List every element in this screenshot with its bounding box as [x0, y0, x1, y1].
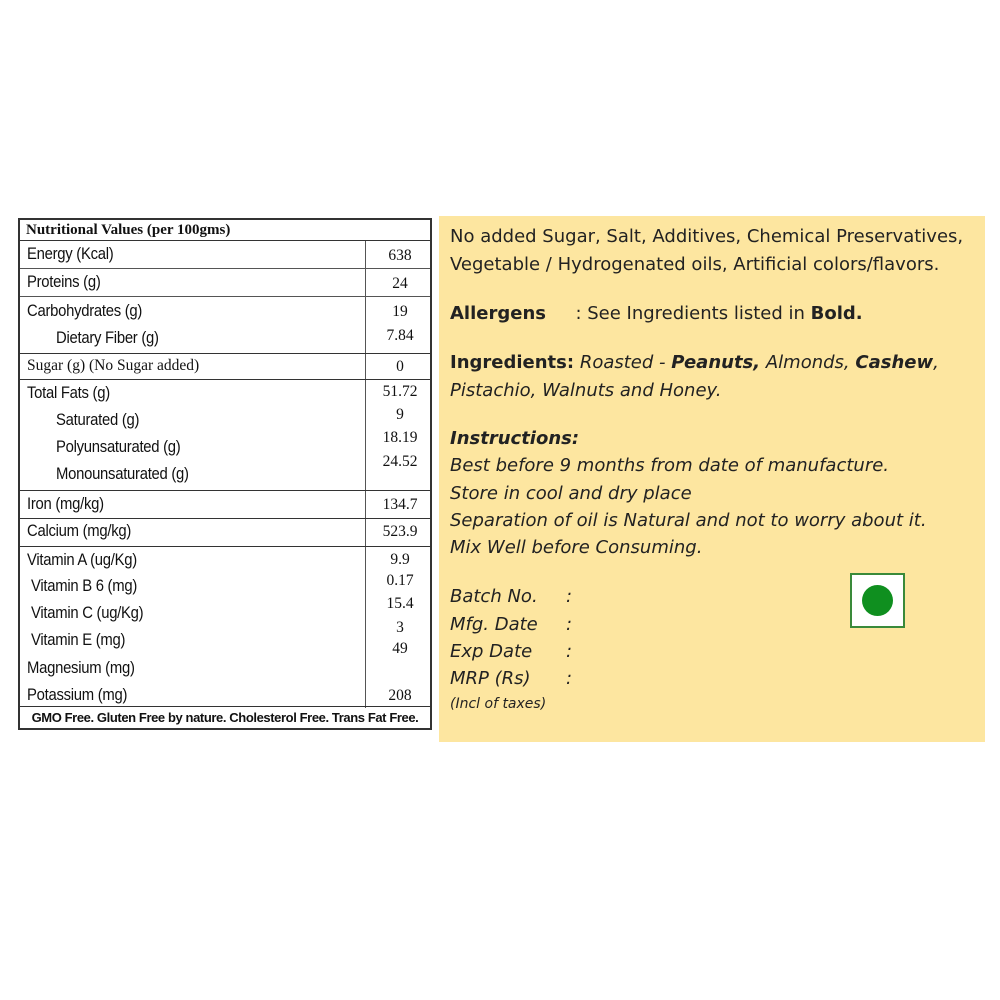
- mfg-date-label: Mfg. Date: [450, 614, 538, 635]
- vitamin-b6-value: 0.17: [386, 572, 414, 589]
- vitamin-a-value: 9.9: [390, 551, 410, 568]
- potassium-label: Potassium (mg): [27, 686, 128, 704]
- ingredients-line-2: Pistachio, Walnuts and Honey.: [450, 380, 722, 401]
- sugar-label: Sugar (g) (No Sugar added): [27, 357, 200, 374]
- allergens-text: : See Ingredients listed in: [575, 303, 805, 324]
- mrp-colon: :: [566, 668, 573, 689]
- dietary-fiber-value: 7.84: [386, 327, 414, 344]
- ingredient-peanuts: Peanuts,: [671, 352, 761, 373]
- saturated-label: Saturated (g): [56, 411, 140, 429]
- saturated-value: 9: [396, 406, 404, 423]
- carbohydrates-label: Carbohydrates (g): [27, 302, 143, 320]
- monounsaturated-label: Monounsaturated (g): [56, 465, 189, 483]
- polyunsaturated-value: 18.19: [382, 429, 418, 446]
- row-divider: [20, 379, 430, 380]
- carbohydrates-value: 19: [392, 303, 408, 320]
- energy-label: Energy (Kcal): [27, 245, 114, 263]
- row-divider: [20, 296, 430, 297]
- row-divider: [20, 490, 430, 491]
- potassium-value: 208: [388, 687, 412, 704]
- vitamin-c-label: Vitamin C (ug/Kg): [31, 604, 144, 622]
- row-divider: [20, 268, 430, 269]
- batch-no-colon: :: [566, 586, 573, 607]
- total-fats-value: 51.72: [382, 383, 418, 400]
- allergens-line: [450, 303, 863, 324]
- ingredient-cashew: Cashew: [855, 352, 934, 373]
- exp-date-colon: :: [566, 641, 573, 662]
- instruction-1: Best before 9 months from date of manufacture.: [450, 455, 890, 476]
- vitamin-b6-label: Vitamin B 6 (mg): [31, 577, 138, 595]
- batch-no-label: Batch No.: [450, 586, 538, 607]
- green-dot-icon: [862, 585, 893, 616]
- ingredients-roasted: Roasted -: [579, 352, 666, 373]
- ingredients-line-1: [450, 352, 939, 373]
- monounsaturated-value: 24.52: [382, 453, 418, 470]
- ingredients-label: Ingredients:: [450, 352, 575, 373]
- taxes-note: (Incl of taxes): [450, 696, 547, 712]
- row-divider: [20, 353, 430, 354]
- vegetarian-symbol-icon: [850, 573, 905, 628]
- row-divider: [20, 518, 430, 519]
- instruction-3: Separation of oil is Natural and not to worry about it.: [450, 510, 927, 531]
- instructions-label: Instructions:: [450, 428, 580, 449]
- dietary-fiber-label: Dietary Fiber (g): [56, 329, 159, 347]
- vitamin-e-value: 3: [396, 619, 404, 636]
- total-fats-label: Total Fats (g): [27, 384, 110, 402]
- row-divider: [20, 546, 430, 547]
- instruction-2: Store in cool and dry place: [450, 483, 692, 504]
- mrp-label: MRP (Rs): [450, 668, 531, 689]
- mfg-date-colon: :: [566, 614, 573, 635]
- proteins-value: 24: [392, 275, 408, 292]
- ingredients-comma: ,: [933, 352, 939, 373]
- vitamin-c-value: 15.4: [386, 595, 414, 612]
- product-info-panel: [439, 216, 985, 742]
- calcium-label: Calcium (mg/kg): [27, 522, 132, 540]
- polyunsaturated-label: Polyunsaturated (g): [56, 438, 181, 456]
- vitamin-a-label: Vitamin A (ug/Kg): [27, 551, 137, 569]
- claims-line-2: Vegetable / Hydrogenated oils, Artificial colors/flavors.: [450, 254, 940, 275]
- ingredient-almonds: Almonds,: [765, 352, 850, 373]
- instruction-4: Mix Well before Consuming.: [450, 537, 703, 558]
- exp-date-label: Exp Date: [450, 641, 533, 662]
- nutrition-footer: GMO Free. Gluten Free by nature. Cholesterol Free. Trans Fat Free.: [20, 706, 430, 728]
- proteins-label: Proteins (g): [27, 273, 101, 291]
- vitamin-e-label: Vitamin E (mg): [31, 631, 126, 649]
- allergens-bold-word: Bold.: [810, 303, 863, 324]
- nutrition-title: Nutritional Values (per 100gms): [20, 220, 430, 241]
- sugar-value: 0: [396, 358, 404, 375]
- claims-line-1: No added Sugar, Salt, Additives, Chemical Preservatives,: [450, 226, 964, 247]
- calcium-value: 523.9: [382, 523, 418, 540]
- iron-value: 134.7: [382, 496, 418, 513]
- iron-label: Iron (mg/kg): [27, 495, 104, 513]
- energy-value: 638: [388, 247, 412, 264]
- magnesium-label: Magnesium (mg): [27, 659, 135, 677]
- magnesium-value: 49: [392, 640, 408, 657]
- nutrition-table: [18, 218, 432, 730]
- allergens-label: Allergens: [450, 303, 546, 324]
